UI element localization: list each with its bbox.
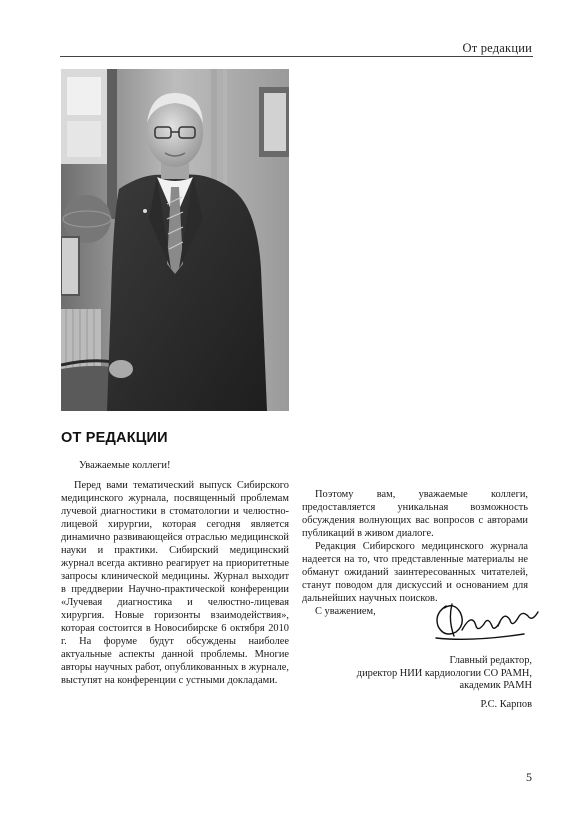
- signer-position: директор НИИ кардиологии СО РАМН,: [356, 667, 532, 679]
- page-number: 5: [526, 770, 532, 784]
- signer-name: Р.С. Карпов: [480, 698, 532, 710]
- signer-rank: академик РАМН: [459, 680, 532, 691]
- header-rule: [60, 56, 533, 57]
- paragraph: Перед вами тематический выпуск Сибирского медицинского журнала, посвященный проблемам лучевой диагностики в стоматологии и челюстно-лицевой хирургии, которая сегодня является динамично развивающейся отраслью медицинской науки и практики. Сибирский медицинский журнал всегда активно реагирует на приоритетные запросы клинической медицины. Журнал выходит в преддверии Научно-практической конференции «Лучевая диагностика и челюстно-лицевая хирургия. Новые горизонты взаимодействия», которая состоится в Новосибирске 6 октября 2010 г. На форуме будут обсуждены наиболее актуальные аспекты данной проблемы. Многие авторы научных работ, опубликованных в журнале, выступят на конференции с устными докладами.: [61, 480, 289, 686]
- section-title: ОТ РЕДАКЦИИ: [61, 430, 168, 446]
- greeting: Уважаемые коллеги!: [79, 460, 171, 471]
- closing-salutation: С уважением,: [315, 606, 376, 617]
- paragraph: Редакция Сибирского медицинского журнала надеется на то, что представленные материалы не обманут ожиданий заинтересованных читателей, станут поводом для дискуссий и основанием для дальнейших научных поисков.: [302, 541, 528, 604]
- paragraph: Поэтому вам, уважаемые коллеги, предоставляется уникальная возможность обсуждения волнующих вас вопросов с авторами публикаций в живом диалоге.: [302, 489, 528, 539]
- editor-portrait-photo: [61, 69, 289, 411]
- running-head: От редакции: [462, 41, 532, 55]
- left-text-column: [61, 479, 289, 687]
- signer-title: Главный редактор,: [449, 655, 532, 666]
- handwritten-signature: [432, 596, 542, 644]
- signature-block: [357, 655, 532, 711]
